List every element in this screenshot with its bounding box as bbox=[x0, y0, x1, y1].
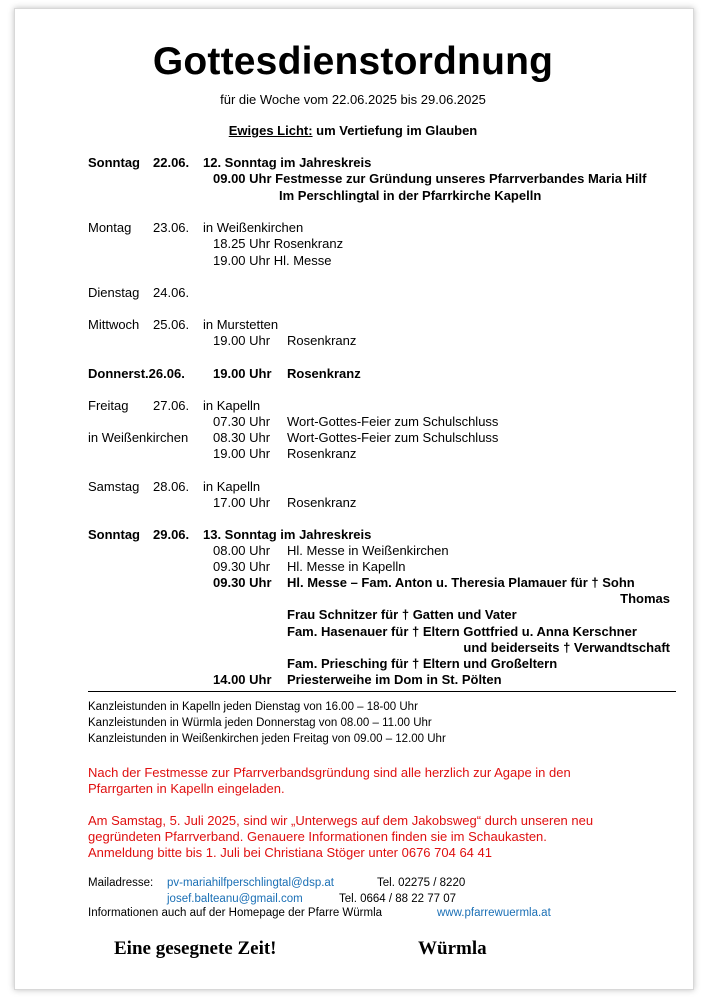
notice-jakobsweg-line3: Anmeldung bitte bis 1. Juli bei Christiana Stöger unter 0676 704 64 41 bbox=[88, 845, 492, 860]
saturday-date: 28.06. bbox=[153, 479, 190, 494]
mail-label: Mailadresse: bbox=[88, 877, 154, 889]
sunday2-event3: Hl. Messe – Fam. Anton u. Theresia Plamauer für † Sohn bbox=[287, 575, 635, 590]
wednesday-date: 25.06. bbox=[153, 317, 190, 332]
sunday2-time1: 08.00 Uhr bbox=[213, 543, 271, 558]
friday-place: in Kapelln bbox=[203, 398, 261, 413]
friday-place2: in Weißenkirchen bbox=[88, 430, 189, 445]
sunday2-day: Sonntag bbox=[88, 527, 140, 542]
phone-1: Tel. 02275 / 8220 bbox=[377, 877, 466, 889]
motto-label: Ewiges Licht: bbox=[228, 123, 313, 138]
monday-line2: 19.00 Uhr Hl. Messe bbox=[213, 253, 332, 268]
friday-time1: 07.30 Uhr bbox=[213, 414, 271, 429]
sunday2-event3b: Thomas bbox=[620, 591, 670, 606]
notice-jakobsweg-line1: Am Samstag, 5. Juli 2025, sind wir „Unterwegs auf dem Jakobsweg“ durch unseren neu bbox=[88, 813, 594, 828]
sunday2-time4: 14.00 Uhr bbox=[213, 672, 272, 687]
sunday2-intention1: Frau Schnitzer für † Gatten und Vater bbox=[287, 607, 517, 622]
monday-day: Montag bbox=[88, 220, 132, 235]
office-hours-weissenkirchen: Kanzleistunden in Weißenkirchen jeden Freitag von 09.00 – 12.00 Uhr bbox=[88, 733, 446, 745]
friday-event3: Rosenkranz bbox=[287, 446, 357, 461]
sunday1-day: Sonntag bbox=[88, 155, 140, 170]
sunday2-title: 13. Sonntag im Jahreskreis bbox=[203, 527, 372, 542]
motto-text: um Vertiefung im Glauben bbox=[316, 123, 478, 138]
wednesday-event: Rosenkranz bbox=[287, 333, 357, 348]
sunday1-line2: Im Perschlingtal in der Pfarrkirche Kapelln bbox=[279, 188, 542, 203]
thursday-time: 19.00 Uhr bbox=[213, 366, 272, 381]
office-hours-kapelln: Kanzleistunden in Kapelln jeden Dienstag von 16.00 – 18-00 Uhr bbox=[88, 701, 418, 713]
sunday1-title: 12. Sonntag im Jahreskreis bbox=[203, 155, 372, 170]
sunday2-intention3: Fam. Priesching für † Eltern und Großeltern bbox=[287, 656, 558, 671]
phone-2: Tel. 0664 / 88 22 77 07 bbox=[339, 893, 457, 905]
motto bbox=[0, 124, 706, 137]
saturday-day: Samstag bbox=[88, 479, 140, 494]
email-link-2[interactable]: josef.balteanu@gmail.com bbox=[167, 893, 303, 905]
wednesday-time: 19.00 Uhr bbox=[213, 333, 271, 348]
notice-agape-line1: Nach der Festmesse zur Pfarrverbandsgründung sind alle herzlich zur Agape in den bbox=[88, 765, 571, 780]
sunday2-time2: 09.30 Uhr bbox=[213, 559, 271, 574]
sunday2-intention2: Fam. Hasenauer für † Eltern Gottfried u. Anna Kerschner bbox=[287, 624, 637, 639]
sunday2-event2: Hl. Messe in Kapelln bbox=[287, 559, 406, 574]
thursday-daydate: Donnerst.26.06. bbox=[88, 366, 185, 381]
divider bbox=[88, 691, 676, 692]
sunday2-date: 29.06. bbox=[153, 527, 190, 542]
sunday1-line1: 09.00 Uhr Festmesse zur Gründung unseres Pfarrverbandes Maria Hilf bbox=[213, 171, 647, 186]
sunday2-intention2b: und beiderseits † Verwandtschaft bbox=[463, 640, 670, 655]
monday-line1: 18.25 Uhr Rosenkranz bbox=[213, 236, 344, 251]
tuesday-day: Dienstag bbox=[88, 285, 140, 300]
week-range: für die Woche vom 22.06.2025 bis 29.06.2025 bbox=[220, 92, 486, 107]
friday-day: Freitag bbox=[88, 398, 129, 413]
wednesday-day: Mittwoch bbox=[88, 317, 140, 332]
page-title: Gottesdienstordnung bbox=[152, 40, 554, 83]
closing-place: Würmla bbox=[418, 938, 487, 959]
thursday-event: Rosenkranz bbox=[287, 366, 361, 381]
homepage-info: Informationen auch auf der Homepage der Pfarre Würmla bbox=[88, 907, 383, 919]
monday-date: 23.06. bbox=[153, 220, 190, 235]
saturday-time: 17.00 Uhr bbox=[213, 495, 271, 510]
friday-event1: Wort-Gottes-Feier zum Schulschluss bbox=[287, 414, 499, 429]
closing-blessing: Eine gesegnete Zeit! bbox=[114, 938, 277, 959]
sunday2-event4: Priesterweihe im Dom in St. Pölten bbox=[287, 672, 502, 687]
wednesday-place: in Murstetten bbox=[203, 317, 279, 332]
sunday2-event1: Hl. Messe in Weißenkirchen bbox=[287, 543, 449, 558]
saturday-event: Rosenkranz bbox=[287, 495, 357, 510]
sunday1-date: 22.06. bbox=[153, 155, 190, 170]
email-link-1[interactable]: pv-mariahilfperschlingtal@dsp.at bbox=[167, 877, 334, 889]
office-hours-wuermla: Kanzleistunden in Würmla jeden Donnerstag von 08.00 – 11.00 Uhr bbox=[88, 717, 432, 729]
friday-time2: 08.30 Uhr bbox=[213, 430, 271, 445]
tuesday-date: 24.06. bbox=[153, 285, 190, 300]
notice-agape-line2: Pfarrgarten in Kapelln eingeladen. bbox=[88, 781, 285, 796]
friday-time3: 19.00 Uhr bbox=[213, 446, 271, 461]
friday-event2: Wort-Gottes-Feier zum Schulschluss bbox=[287, 430, 499, 445]
friday-date: 27.06. bbox=[153, 398, 190, 413]
saturday-place: in Kapelln bbox=[203, 479, 261, 494]
notice-jakobsweg-line2: gegründeten Pfarrverband. Genauere Informationen finden sie im Schaukasten. bbox=[88, 829, 547, 844]
sunday2-time3: 09.30 Uhr bbox=[213, 575, 272, 590]
monday-place: in Weißenkirchen bbox=[203, 220, 304, 235]
website-link[interactable]: www.pfarrewuermla.at bbox=[437, 907, 551, 919]
